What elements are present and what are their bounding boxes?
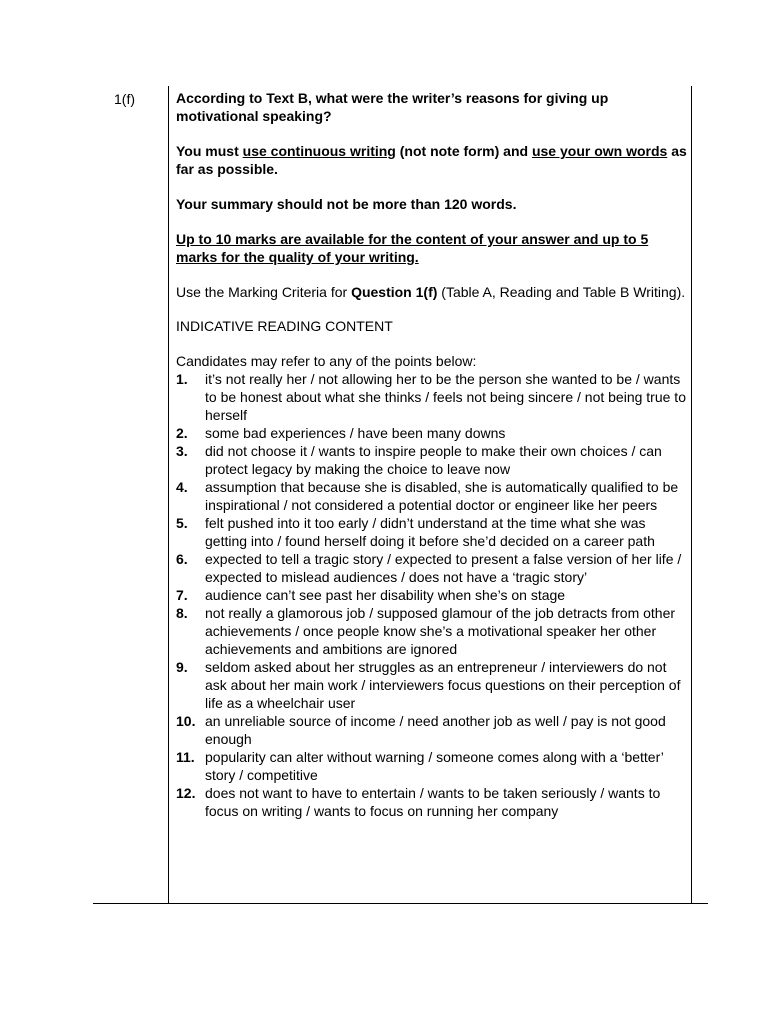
list-item: 8. not really a glamorous job / supposed glamour of the job detracts from other achievements / once people know she’s a motivational speaker her other achievements and ambitions are ignored	[176, 605, 676, 657]
list-item: 3. did not choose it / wants to inspire people to make their own choices / can protect legacy by making the choice to leave now	[176, 443, 662, 477]
indicative-points-list	[176, 370, 688, 820]
question-number: 1(f)	[114, 91, 135, 107]
section-heading: INDICATIVE READING CONTENT	[176, 318, 393, 334]
answer-guidance-cell	[176, 89, 688, 820]
list-item: 9. seldom asked about her struggles as an entrepreneur / interviewers do not ask about her main work / interviewers focus questions on their perception of life as a wheelchair user	[176, 659, 681, 711]
table-divider-left	[168, 86, 169, 904]
list-item: 6. expected to tell a tragic story / expected to present a false version of her life / expected to mislead audiences / does not have a ‘tragic story’	[176, 551, 682, 585]
list-item: 7. audience can’t see past her disability when she’s on stage	[176, 587, 566, 603]
list-item: 10. an unreliable source of income / need another job as well / pay is not good enough	[176, 713, 666, 747]
word-limit-note: Your summary should not be more than 120 words.	[176, 196, 517, 212]
instruction-emphasis-continuous: use continuous writing	[242, 143, 396, 159]
marking-criteria-note: Use the Marking Criteria for Question 1(f) (Table A, Reading and Table B Writing).	[176, 284, 686, 300]
writing-instruction: You must use continuous writing (not note form) and use your own words as far as possible.	[176, 143, 687, 177]
instruction-emphasis-own-words: use your own words	[531, 143, 668, 159]
table-divider-right	[691, 86, 692, 904]
question-prompt: According to Text B, what were the writer’s reasons for giving up motivational speaking?	[176, 90, 609, 124]
table-bottom-rule	[93, 903, 708, 904]
list-item: 4. assumption that because she is disabled, she is automatically qualified to be inspirational / not considered a potential doctor or engineer like her peers	[176, 479, 679, 513]
list-item: 1. it’s not really her / not allowing her to be the person she wanted to be / wants to be honest about what she thinks / feels not being sincere / not being true to herself	[176, 371, 686, 423]
list-item: 11. popularity can alter without warning / someone comes along with a ‘better’ story / competitive	[176, 749, 664, 783]
points-intro: Candidates may refer to any of the points below:	[176, 353, 477, 369]
list-item: 5. felt pushed into it too early / didn’t understand at the time what she was getting into / found herself doing it before she’d decided on a career path	[176, 515, 655, 549]
list-item: 12. does not want to have to entertain / wants to be taken seriously / wants to focus on writing / wants to focus on running her company	[176, 785, 661, 819]
marks-note: Up to 10 marks are available for the content of your answer and up to 5 marks for the quality of your writing.	[176, 231, 649, 265]
list-item: 2. some bad experiences / have been many downs	[176, 425, 506, 441]
